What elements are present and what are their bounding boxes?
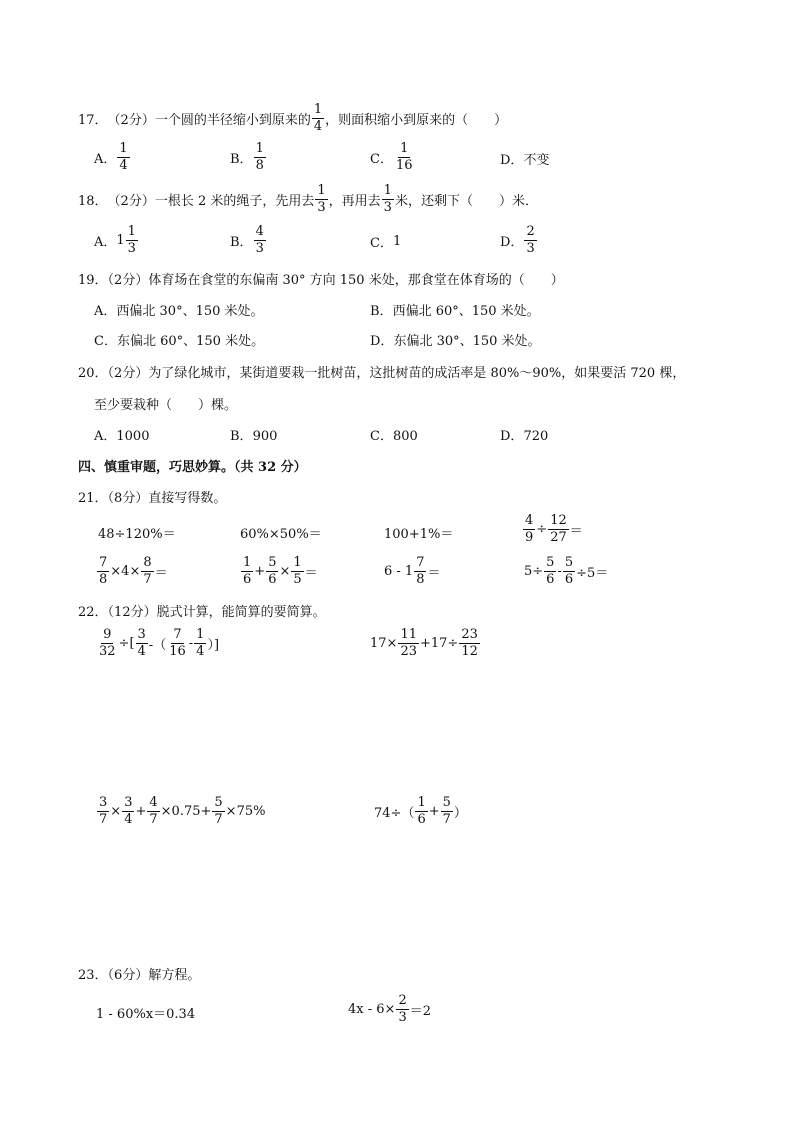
- score: （2分）: [107, 366, 149, 381]
- denominator: 32: [99, 643, 116, 659]
- denominator: 3: [383, 199, 392, 215]
- fraction: [122, 796, 134, 826]
- q17-option-c[interactable]: C． $\frac{1}{16}$: [370, 141, 413, 173]
- numerator: 3: [124, 795, 133, 810]
- denominator: 3: [255, 240, 264, 256]
- fraction: [147, 796, 159, 826]
- numerator: 2: [526, 224, 535, 239]
- numerator: 4: [149, 795, 158, 810]
- q19-option-c[interactable]: C．东偏北 60°、150 米处。: [94, 334, 265, 349]
- q22-calc-3: $\frac{3}{7}$ × $\frac{3}{4}$ + $\frac{4}{7}$ ×0.75+ $\frac{5}{7}$ ×75%: [99, 795, 266, 827]
- numerator: 1: [383, 183, 392, 198]
- fraction: [194, 628, 206, 658]
- numerator: 1: [119, 141, 128, 156]
- numerator: 1: [400, 141, 409, 156]
- q18-option-c[interactable]: C． 1: [370, 234, 402, 251]
- question-number: 21．: [78, 491, 108, 506]
- numerator: 5: [268, 555, 277, 570]
- q18-option-b[interactable]: B． $\frac{4}{3}$: [230, 224, 264, 256]
- numerator: 4: [255, 224, 264, 239]
- fraction: [459, 628, 480, 658]
- fraction: [117, 142, 129, 172]
- score: （12分）: [107, 605, 157, 620]
- numerator: 3: [99, 795, 108, 810]
- stem-text: 一个圆的半径缩小到原来的: [154, 112, 311, 128]
- denominator: 4: [196, 643, 205, 659]
- numerator: 8: [143, 555, 152, 570]
- fraction: [97, 628, 118, 658]
- q20-option-a[interactable]: A．1000: [94, 429, 150, 444]
- fraction: [398, 628, 419, 658]
- q17-stem: [78, 103, 507, 133]
- question-number: 22．: [78, 605, 108, 620]
- numerator: 1: [196, 627, 205, 642]
- score: （6分）: [107, 968, 149, 983]
- fraction: [544, 556, 556, 586]
- denominator: 6: [243, 571, 252, 587]
- numerator: 1: [317, 183, 326, 198]
- numerator: 7: [416, 555, 425, 570]
- q19-option-b[interactable]: B．西偏北 60°、150 米处。: [370, 304, 540, 319]
- denominator: 6: [564, 571, 574, 587]
- fraction: [97, 796, 109, 826]
- fraction: [563, 556, 575, 586]
- denominator: 23: [400, 643, 417, 659]
- q18-stem: 18． （2分） 一根长 2 米的绳子，先用去 $\frac{1}{3}$ ，再用去 $\frac{1}{3}$ 米，还剩下（ ）米．: [78, 183, 538, 215]
- fraction: [167, 628, 188, 658]
- score: （2分）: [107, 193, 155, 209]
- q21-expr-5: $\frac{7}{8}$ ×4× $\frac{8}{7}$ ＝: [99, 555, 168, 587]
- denominator: 3: [526, 240, 535, 256]
- fraction: [241, 556, 253, 586]
- q20-option-d[interactable]: D．720: [500, 429, 549, 444]
- numerator: 7: [173, 627, 182, 642]
- denominator: 9: [525, 529, 534, 545]
- denominator: 3: [317, 199, 326, 215]
- score: （2分）: [107, 273, 149, 288]
- denominator: 3: [127, 240, 136, 256]
- numerator: 12: [550, 513, 567, 528]
- q21-expr-6: $\frac{1}{6}$ + $\frac{5}{6}$ × $\frac{1}{5}$ ＝: [243, 555, 318, 587]
- fraction: [291, 556, 303, 586]
- fraction: [312, 103, 324, 133]
- q21-expr-1: 48÷120%＝: [98, 527, 176, 542]
- q21-expr-8: 5÷ $\frac{5}{6}$ - $\frac{5}{6}$ ÷5＝: [524, 555, 609, 587]
- section-heading: 四、慎重审题，巧思妙算。（共 32 分）: [78, 460, 307, 475]
- denominator: 7: [143, 571, 152, 587]
- numerator: 4: [525, 513, 534, 528]
- q20-stem-line1: 20．（2分）为了绿化城市，某街道要栽一批树苗，这批树苗的成活率是 80%～90%，如果要活 720 棵，: [78, 366, 686, 381]
- q23-stem: 23．（6分）解方程。: [78, 968, 201, 983]
- fraction: [126, 225, 138, 255]
- denominator: 8: [99, 571, 108, 587]
- denominator: 6: [417, 811, 426, 827]
- fraction: [141, 556, 153, 586]
- denominator: 4: [124, 811, 133, 827]
- q19-stem: 19．（2分）体育场在食堂的东偏南 30° 方向 150 米处，那食堂在体育场的（ ）: [78, 273, 564, 288]
- fraction: [315, 184, 327, 214]
- q17-option-d[interactable]: D． 不变: [500, 153, 550, 168]
- fraction: [415, 796, 427, 826]
- numerator: 2: [398, 993, 407, 1008]
- denominator: 12: [461, 643, 478, 659]
- fraction: [396, 994, 408, 1024]
- q21-expr-2: 60%×50%＝: [240, 527, 322, 542]
- denominator: 5: [293, 571, 302, 587]
- fraction: [523, 514, 535, 544]
- q21-stem: 21．（8分）直接写得数。: [78, 491, 227, 506]
- fraction: [254, 142, 266, 172]
- question-number: 20．: [78, 366, 108, 381]
- q18-option-d[interactable]: D． $\frac{2}{3}$: [500, 224, 535, 256]
- numerator: 1: [417, 795, 426, 810]
- numerator: 1: [243, 555, 252, 570]
- q20-option-c[interactable]: C．800: [370, 429, 418, 444]
- fraction: [414, 556, 426, 586]
- numerator: 1: [127, 224, 136, 239]
- fraction: [254, 225, 266, 255]
- numerator: 1: [293, 555, 302, 570]
- fraction: [136, 628, 148, 658]
- denominator: 3: [398, 1009, 407, 1025]
- q19-option-d[interactable]: D．东偏北 30°、150 米处。: [370, 334, 541, 349]
- denominator: 6: [546, 571, 555, 587]
- q23-equation-2: 4x - 6× $\frac{2}{3}$ ＝2: [348, 993, 431, 1025]
- numerator: 5: [214, 795, 223, 810]
- q20-stem-line2: 至少要栽种（ ）棵。: [94, 398, 238, 413]
- numerator: 5: [442, 795, 451, 810]
- denominator: 16: [169, 643, 186, 659]
- q18-option-a[interactable]: A． 1 $\frac{1}{3}$: [94, 224, 136, 256]
- numerator: 7: [99, 555, 108, 570]
- q17-option-a[interactable]: A． $\frac{1}{4}$: [94, 141, 128, 173]
- numerator: 5: [564, 555, 574, 570]
- q22-stem: 22．（12分）脱式计算，能简算的要简算。: [78, 605, 326, 620]
- q20-option-b[interactable]: B．900: [230, 429, 278, 444]
- question-number: 17．: [78, 112, 108, 128]
- score: （8分）: [107, 491, 149, 506]
- question-number: 19．: [78, 273, 108, 288]
- numerator: 5: [546, 555, 555, 570]
- denominator: 4: [119, 157, 128, 173]
- denominator: 6: [268, 571, 277, 587]
- numerator: 3: [137, 627, 146, 642]
- q22-calc-1: $\frac{9}{32}$ ÷[ $\frac{3}{4}$ -（ $\frac{7}{16}$ - $\frac{1}{4}$ ）]: [99, 627, 220, 659]
- fraction: [441, 796, 453, 826]
- q22-calc-4: 74÷（ $\frac{1}{6}$ + $\frac{5}{7}$ ）: [374, 795, 467, 827]
- numerator: 1: [313, 102, 323, 117]
- numerator: 9: [103, 627, 112, 642]
- denominator: 8: [255, 157, 264, 173]
- q21-expr-7: 6 - 1 $\frac{7}{8}$ ＝: [384, 555, 441, 587]
- fraction: [394, 142, 415, 172]
- denominator: 8: [416, 571, 425, 587]
- fraction: [212, 796, 224, 826]
- numerator: 11: [400, 627, 417, 642]
- q17-option-b[interactable]: B． $\frac{1}{8}$: [230, 141, 264, 173]
- stem-text: ，则面积缩小到原来的（ ）: [325, 112, 508, 128]
- denominator: 7: [149, 811, 158, 827]
- q21-expr-3: 100+1%＝: [384, 527, 454, 542]
- fraction: [382, 184, 394, 214]
- denominator: 7: [442, 811, 451, 827]
- q21-expr-4: $\frac{4}{9}$ ÷ $\frac{12}{27}$ ＝: [525, 513, 583, 545]
- denominator: 7: [99, 811, 108, 827]
- fraction: [524, 225, 536, 255]
- q19-option-a[interactable]: A．西偏北 30°、150 米处。: [94, 304, 264, 319]
- fraction: [97, 556, 109, 586]
- denominator: 27: [550, 529, 567, 545]
- denominator: 7: [214, 811, 223, 827]
- numerator: 23: [461, 627, 478, 642]
- denominator: 4: [313, 118, 323, 134]
- q23-equation-1: 1 - 60%x＝0.34: [96, 1007, 196, 1022]
- question-number: 23．: [78, 968, 108, 983]
- fraction: [266, 556, 278, 586]
- fraction: [548, 514, 569, 544]
- question-number: 18．: [78, 193, 108, 209]
- numerator: 1: [255, 141, 264, 156]
- score: （2分）: [107, 112, 155, 128]
- denominator: 16: [395, 157, 413, 173]
- q22-calc-2: 17× $\frac{11}{23}$ +17÷ $\frac{23}{12}$: [370, 627, 478, 659]
- denominator: 4: [137, 643, 146, 659]
